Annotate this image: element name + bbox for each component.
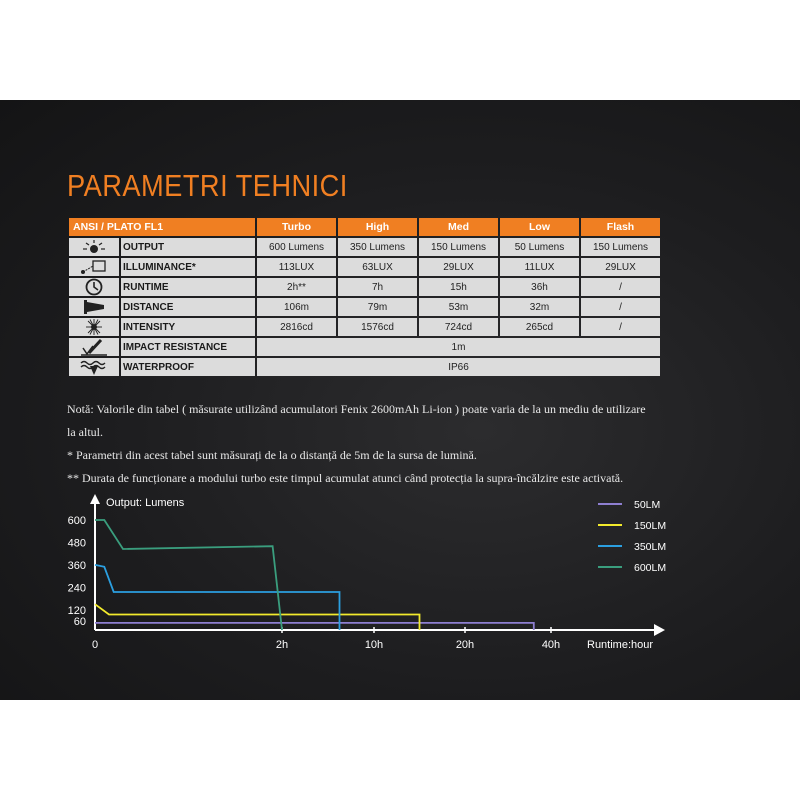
table-header-row	[69, 218, 660, 236]
row-label-distance: DISTANCE	[121, 298, 255, 316]
table-row	[69, 278, 660, 296]
header-standard: ANSI / PLATO FL1	[69, 218, 255, 236]
cell: 2816cd	[257, 318, 336, 336]
clock-icon	[69, 278, 119, 296]
legend-label: 350LM	[634, 541, 667, 553]
runtime-chart	[0, 490, 800, 670]
series-line-150lm	[95, 604, 420, 630]
row-label-runtime: RUNTIME	[121, 278, 255, 296]
y-tick-label: 60	[73, 616, 86, 628]
series-line-600lm	[95, 520, 282, 630]
x-tick-label: 40h	[541, 639, 561, 651]
header-flash: Flash	[581, 218, 660, 236]
cell: IP66	[257, 358, 660, 376]
header-high: High	[338, 218, 417, 236]
table-row	[69, 238, 660, 256]
x-tick-label: 0	[91, 639, 99, 651]
cell: 724cd	[419, 318, 498, 336]
cell: 600 Lumens	[257, 238, 336, 256]
distance-icon	[69, 298, 119, 316]
cell: 150 Lumens	[419, 238, 498, 256]
legend-label: 50LM	[634, 499, 661, 511]
cell: 7h	[338, 278, 417, 296]
x-tick-label: 10h	[364, 639, 384, 651]
row-label-illuminance: ILLUMINANCE*	[121, 258, 255, 276]
spec-table	[67, 216, 662, 378]
cell: 32m	[500, 298, 579, 316]
spec-panel	[0, 100, 800, 700]
y-axis-arrow	[90, 494, 100, 504]
legend-label: 600LM	[634, 562, 667, 574]
sun-icon	[69, 238, 119, 256]
x-axis-arrow	[654, 624, 665, 636]
note-line: ** Durata de funcționare a modului turbo este timpul acumulat atunci când protecția la supra-încălzire este activată.	[67, 471, 624, 485]
x-tick-label: 2h	[275, 639, 289, 651]
row-label-waterproof: WATERPROOF	[121, 358, 255, 376]
cell: 53m	[419, 298, 498, 316]
header-med: Med	[419, 218, 498, 236]
waterproof-icon	[69, 358, 119, 376]
chart-axes	[90, 494, 665, 651]
intensity-icon	[69, 318, 119, 336]
x-axis-label: Runtime:hour	[587, 639, 654, 651]
legend-label: 150LM	[634, 520, 667, 532]
y-tick-label: 120	[67, 604, 86, 617]
cell: 29LUX	[581, 258, 660, 276]
table-row	[69, 338, 660, 356]
header-low: Low	[500, 218, 579, 236]
cell: 15h	[419, 278, 498, 296]
table-row	[69, 258, 660, 276]
row-label-output: OUTPUT	[121, 238, 255, 256]
impact-icon	[69, 338, 119, 356]
note-line: * Parametri din acest tabel sunt măsurați de la o distanță de 5m de la sursa de lumină.	[67, 448, 477, 462]
cell: 1m	[257, 338, 660, 356]
table-row	[69, 318, 660, 336]
y-tick-label: 360	[67, 559, 86, 572]
header-turbo: Turbo	[257, 218, 336, 236]
cell: 150 Lumens	[581, 238, 660, 256]
cell: 11LUX	[500, 258, 579, 276]
cell: 29LUX	[419, 258, 498, 276]
table-row	[69, 358, 660, 376]
cell: 113LUX	[257, 258, 336, 276]
series-line-350lm	[95, 565, 340, 630]
cell: /	[581, 318, 660, 336]
row-label-impact: IMPACT RESISTANCE	[121, 338, 255, 356]
table-row	[69, 298, 660, 316]
cell: /	[581, 278, 660, 296]
y-axis-label: Output: Lumens	[106, 497, 185, 509]
note-line: la altul.	[67, 425, 103, 439]
cell: 50 Lumens	[500, 238, 579, 256]
cell: 265cd	[500, 318, 579, 336]
row-label-intensity: INTENSITY	[121, 318, 255, 336]
chart-legend	[598, 499, 666, 574]
illuminance-icon	[69, 258, 119, 276]
cell: 36h	[500, 278, 579, 296]
series-line-50lm	[95, 623, 534, 630]
x-tick-label: 20h	[455, 639, 475, 651]
cell: 63LUX	[338, 258, 417, 276]
cell: /	[581, 298, 660, 316]
cell: 106m	[257, 298, 336, 316]
y-tick-label: 600	[67, 515, 86, 527]
y-tick-label: 240	[67, 582, 86, 595]
page-title: PARAMETRI TEHNICI	[67, 168, 348, 203]
y-tick-label: 480	[67, 537, 86, 550]
notes	[67, 398, 747, 490]
cell: 2h**	[257, 278, 336, 296]
cell: 350 Lumens	[338, 238, 417, 256]
chart-series	[95, 520, 534, 630]
note-line: Notă: Valorile din tabel ( măsurate utilizând acumulatori Fenix 2600mAh Li-ion ) poate varia de la un mediu de utilizare	[67, 402, 646, 416]
cell: 1576cd	[338, 318, 417, 336]
cell: 79m	[338, 298, 417, 316]
